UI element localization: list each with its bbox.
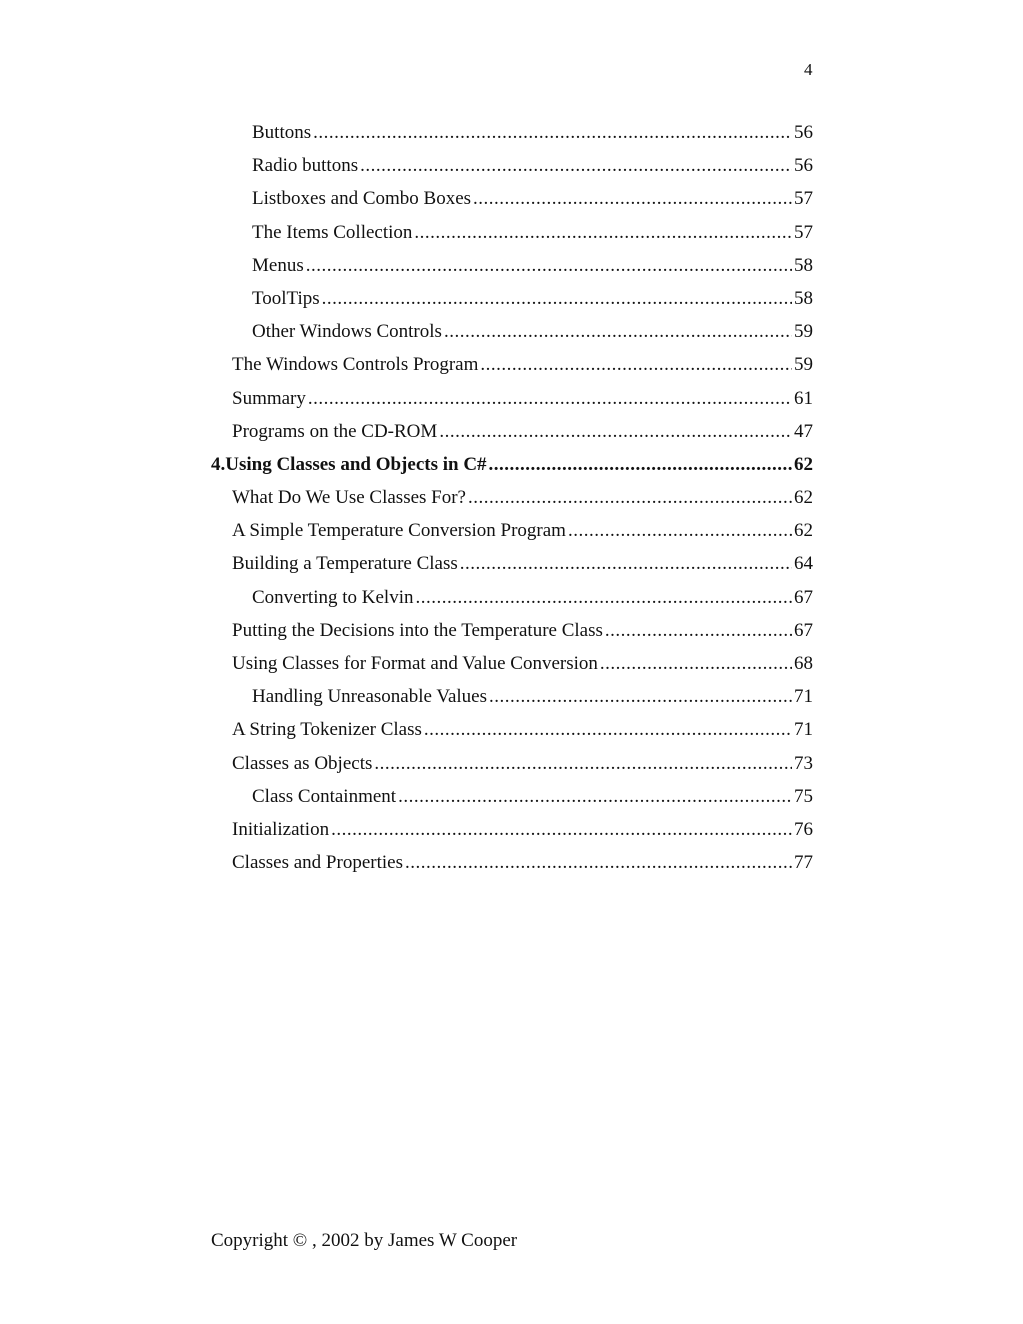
toc-dot-leader	[405, 846, 792, 879]
toc-entry	[211, 481, 813, 514]
toc-chapter-entry	[211, 448, 813, 481]
toc-dot-leader	[424, 713, 792, 746]
toc-entry-page: 77	[794, 852, 813, 874]
toc-entry	[211, 249, 813, 282]
toc-dot-leader	[480, 348, 792, 381]
toc-entry-page: 71	[794, 719, 813, 741]
toc-entry-page: 76	[794, 818, 813, 840]
toc-dot-leader	[439, 415, 792, 448]
toc-entry	[211, 846, 813, 879]
toc-dot-leader	[460, 547, 792, 580]
toc-chapter-number: 4.	[211, 453, 226, 475]
toc-entry-title: Converting to Kelvin	[252, 586, 414, 608]
toc-dot-leader	[398, 780, 792, 813]
toc-entry	[211, 581, 813, 614]
toc-entry-page: 47	[794, 420, 813, 442]
toc-dot-leader	[468, 481, 792, 514]
toc-entry-title: Class Containment	[252, 785, 397, 807]
toc-entry-page: 62	[794, 520, 813, 542]
toc-dot-leader	[415, 581, 792, 614]
toc-entry-title: Initialization	[232, 818, 330, 840]
toc-entry-title: A Simple Temperature Conversion Program	[232, 520, 566, 542]
toc-entry-page: 58	[794, 287, 813, 309]
toc-entry-title: Building a Temperature Class	[232, 553, 458, 575]
toc-entry-title: The Windows Controls Program	[232, 354, 479, 376]
toc-entry-page: 71	[794, 686, 813, 708]
toc-entry-page: 58	[794, 254, 813, 276]
toc-entry	[211, 647, 813, 680]
toc-dot-leader	[331, 813, 792, 846]
toc-entry	[211, 680, 813, 713]
toc-entry	[211, 282, 813, 315]
toc-dot-leader	[489, 448, 792, 481]
toc-dot-leader	[414, 216, 792, 249]
toc-entry-page: 56	[794, 122, 813, 143]
toc-entry-title: Handling Unreasonable Values	[252, 686, 487, 708]
toc-entry	[211, 713, 813, 746]
toc-entry-page: 59	[794, 321, 813, 343]
toc-dot-leader	[568, 514, 792, 547]
toc-entry-page: 57	[794, 221, 813, 243]
toc-entry-title: ToolTips	[252, 287, 320, 309]
toc-entry	[211, 813, 813, 846]
toc-entry	[211, 747, 813, 780]
toc-entry	[211, 614, 813, 647]
toc-entry	[211, 382, 813, 415]
toc-entry-page: 75	[794, 785, 813, 807]
toc-entry	[211, 415, 813, 448]
toc-dot-leader	[374, 747, 792, 780]
toc-entry-page: 61	[794, 387, 813, 409]
toc-dot-leader	[489, 680, 792, 713]
toc-entry-title: The Items Collection	[252, 221, 413, 243]
toc-entry	[211, 216, 813, 249]
toc-entry-title: Summary	[232, 387, 306, 409]
toc-entry-page: 67	[794, 586, 813, 608]
toc-entry-title: Classes as Objects	[232, 752, 373, 774]
toc-entry-page: 73	[794, 752, 813, 774]
toc-entry-page: 68	[794, 653, 813, 674]
toc-dot-leader	[444, 315, 792, 348]
toc-dot-leader	[308, 382, 792, 415]
toc-entry-page: 56	[794, 155, 813, 177]
toc-entry-title: Radio buttons	[252, 155, 359, 177]
toc-entry	[211, 116, 813, 149]
toc-dot-leader	[313, 116, 792, 149]
toc-entry	[211, 149, 813, 182]
toc-entry-title: Using Classes for Format and Value Conversion	[232, 653, 598, 674]
toc-entry-title: Using Classes and Objects in C#	[225, 453, 487, 475]
toc-entry-page: 62	[794, 487, 813, 509]
toc-entry-title: Buttons	[252, 122, 312, 143]
toc-entry-title: Menus	[252, 254, 304, 276]
page-number: 4	[804, 60, 813, 79]
toc-dot-leader	[473, 182, 792, 215]
toc-entry	[211, 514, 813, 547]
toc-dot-leader	[322, 282, 792, 315]
toc-entry-title: Classes and Properties	[232, 852, 403, 874]
toc-entry-title: A String Tokenizer Class	[232, 719, 422, 741]
toc-entry-page: 64	[794, 553, 813, 575]
toc-entry-title: What Do We Use Classes For?	[232, 487, 466, 509]
toc-dot-leader	[600, 647, 792, 680]
toc-entry	[211, 348, 813, 381]
toc-entry-title: Putting the Decisions into the Temperature Class	[232, 619, 603, 641]
toc-entry	[211, 182, 813, 215]
toc-entry-page: 62	[794, 453, 813, 475]
table-of-contents	[211, 116, 813, 879]
toc-entry-page: 67	[794, 619, 813, 641]
copyright-footer: Copyright © , 2002 by James W Cooper	[211, 1230, 518, 1251]
toc-entry	[211, 547, 813, 580]
toc-entry-title: Listboxes and Combo Boxes	[252, 188, 472, 210]
toc-entry-title: Other Windows Controls	[252, 321, 442, 343]
toc-dot-leader	[360, 149, 792, 182]
toc-entry-page: 57	[794, 188, 813, 210]
toc-entry-title: Programs on the CD-ROM	[232, 420, 438, 442]
toc-dot-leader	[605, 614, 792, 647]
toc-entry-page: 59	[794, 354, 813, 376]
toc-dot-leader	[306, 249, 792, 282]
toc-entry	[211, 780, 813, 813]
toc-entry	[211, 315, 813, 348]
